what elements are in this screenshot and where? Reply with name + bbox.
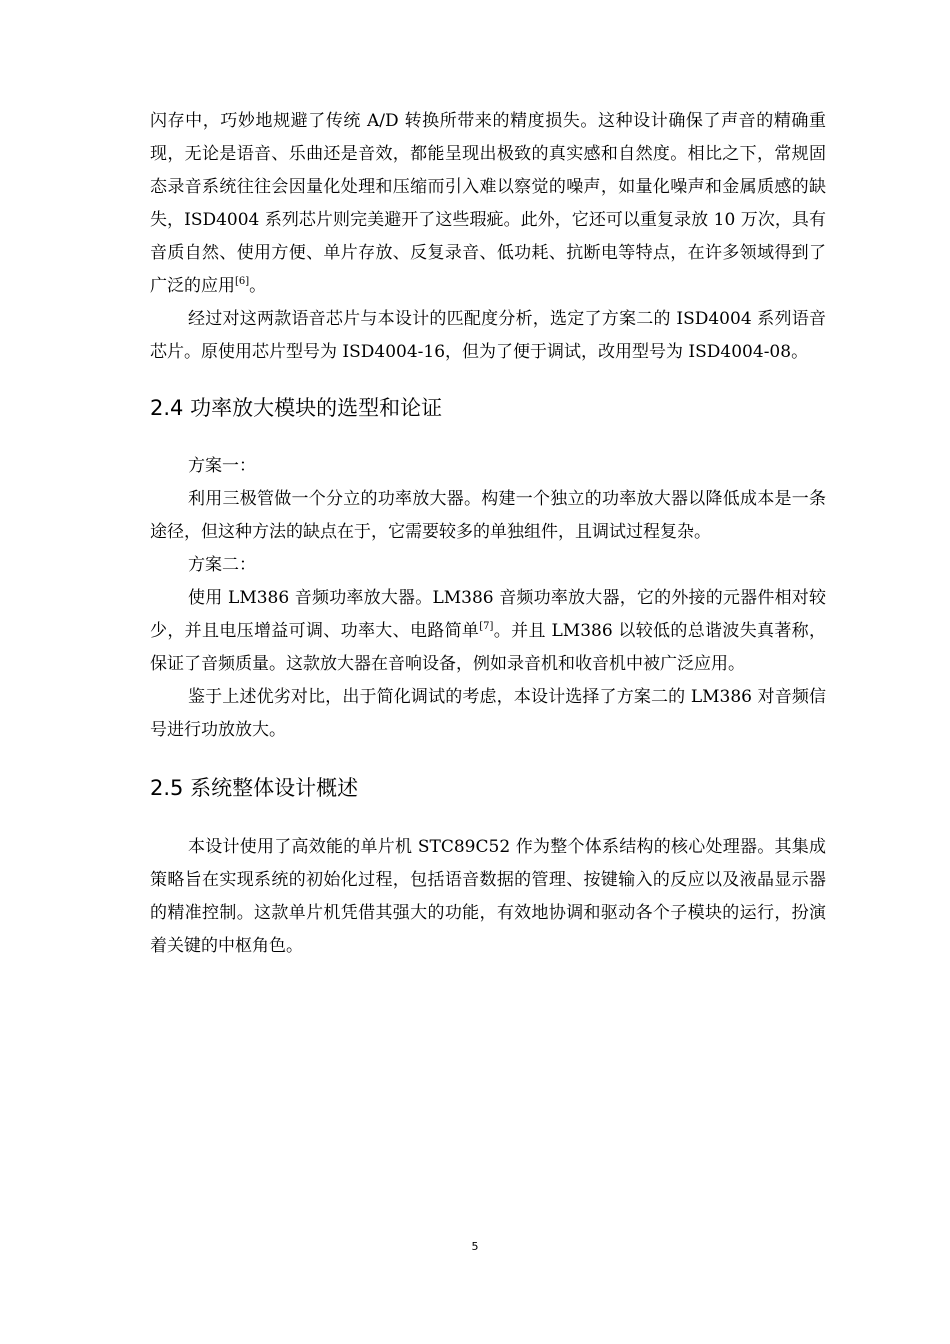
option-two-text-part-a: 使用 LM386 音频功率放大器。LM386 音频功率放大器，它的外接的元器件相对较少，并且电压增益可调、功率大、电路简单 — [150, 588, 826, 641]
option-two-text-part-b: 。并且 LM386 以较低的总谐波失真著称，保证了音频质量。这款放大器在音响设备，例如录音机和收音机中被广泛应用。 — [150, 621, 827, 674]
paragraph-system-overview: 本设计使用了高效能的单片机 STC89C52 作为整个体系结构的核心处理器。其集成策略旨在实现系统的初始化过程，包括语音数据的管理、按键输入的反应以及液晶显示器的精准控制。这款单片机凭借其强大的功能，有效地协调和驱动各个子模块的运行，扮演着关键的中枢角色。 — [150, 837, 826, 956]
section-heading-2-4: 2.4 功率放大模块的选型和论证 — [150, 396, 443, 420]
paragraph-text: 闪存中，巧妙地规避了传统 A/D 转换所带来的精度损失。这种设计确保了声音的精确重现，无论是语音、乐曲还是音效，都能呈现出极致的真实感和自然度。相比之下，常规固态录音系统往往会因量化处理和压缩而引入难以察觉的噪声，如量化噪声和金属质感的缺失，ISD4004 系列芯片则完美避开了这些瑕疵。此外，它还可以重复录放 10 万次，具有音质自然、使用方便、单片存放、反复录音、低功耗、抗断电等特点，在许多领域得到了广泛的应用 — [150, 111, 826, 296]
option-two-text — [150, 582, 826, 681]
section-heading-2-5: 2.5 系统整体设计概述 — [150, 776, 359, 800]
paragraph-chip-selection: 经过对这两款语音芯片与本设计的匹配度分析，选定了方案二的 ISD4004 系列语音芯片。原使用芯片型号为 ISD4004-16，但为了便于调试，改用型号为 ISD4004-08。 — [150, 309, 826, 362]
option-two-label: 方案二： — [188, 555, 256, 575]
citation-7: [7] — [479, 621, 494, 632]
option-one-text: 利用三极管做一个分立的功率放大器。构建一个独立的功率放大器以降低成本是一条途径，但这种方法的缺点在于，它需要较多的单独组件，且调试过程复杂。 — [150, 489, 826, 542]
paragraph-amplifier-conclusion: 鉴于上述优劣对比，出于简化调试的考虑，本设计选择了方案二的 LM386 对音频信号进行功放放大。 — [150, 687, 826, 740]
paragraph-end: 。 — [249, 276, 267, 296]
citation-6: [6] — [235, 276, 250, 287]
paragraph-isd4004-features — [150, 105, 826, 303]
document-page — [150, 105, 826, 963]
page-number: 5 — [471, 1240, 479, 1253]
option-one-label: 方案一： — [188, 456, 256, 476]
